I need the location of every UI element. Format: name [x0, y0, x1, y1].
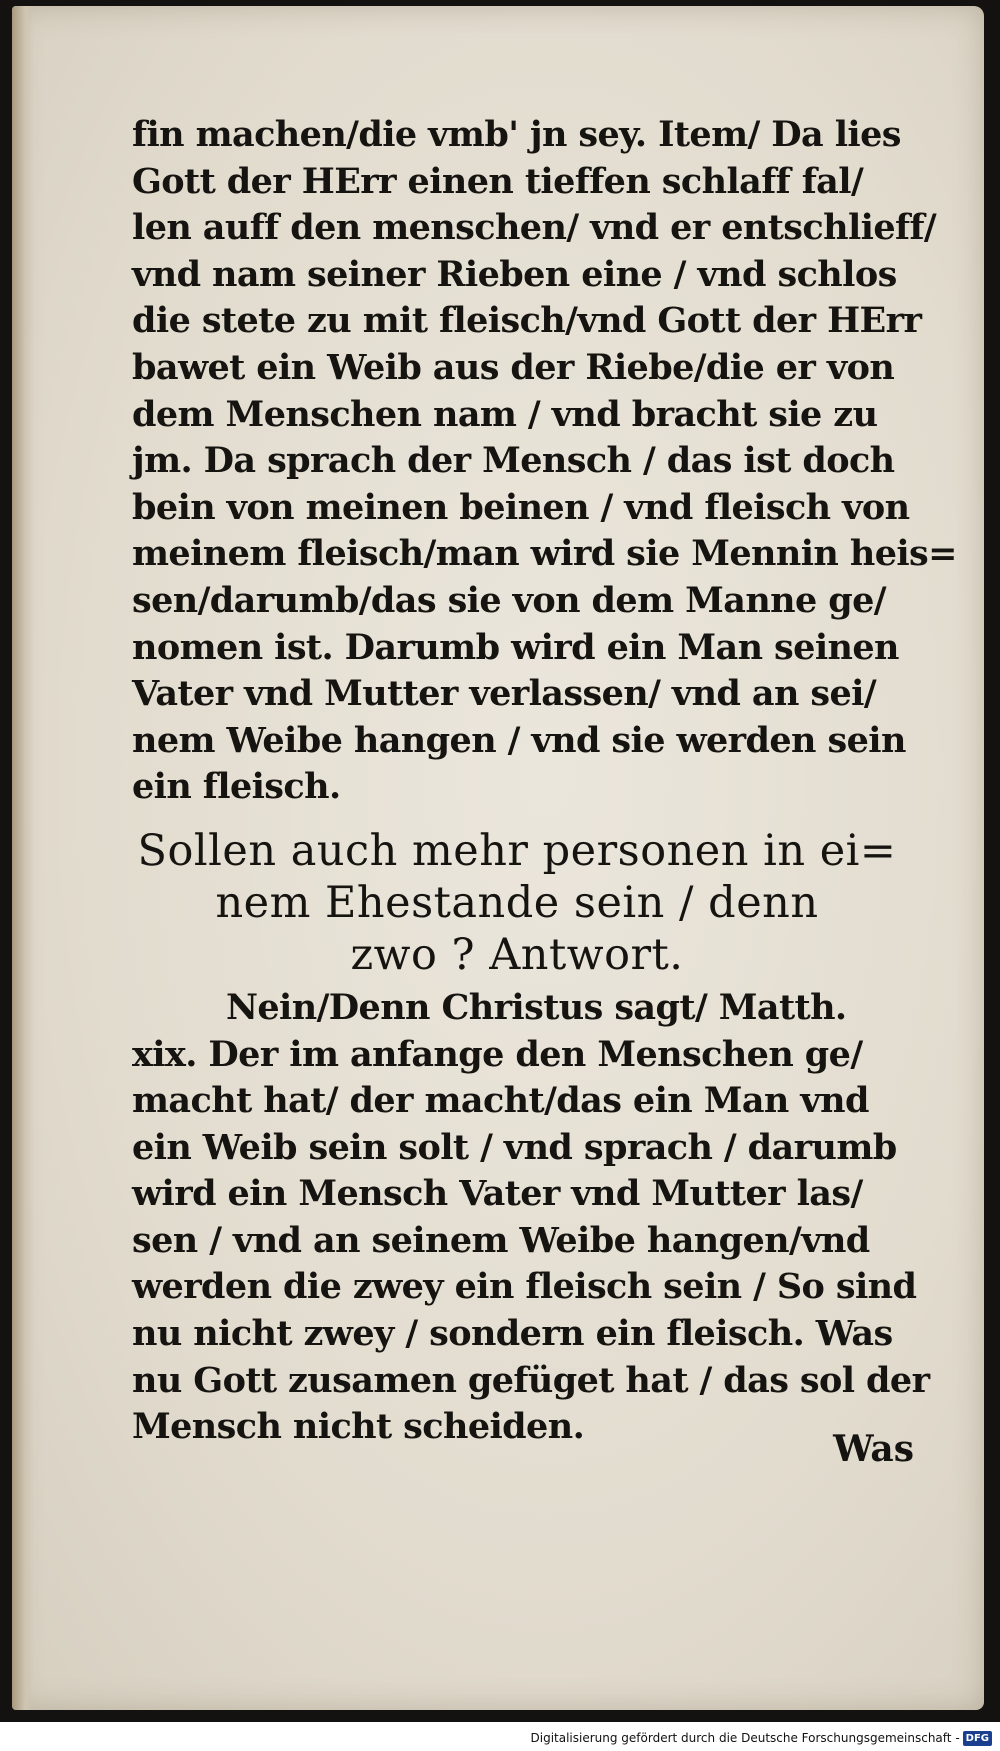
text-line: nem Weibe hangen / vnd sie werden sein — [132, 719, 906, 761]
text-line: vnd nam seiner Rieben eine / vnd schlos — [132, 253, 897, 295]
text-line: xix. Der im anfange den Menschen ge/ — [132, 1033, 863, 1075]
text-line: fin machen/die vmb' jn sey. Item/ Da lies — [132, 114, 901, 155]
heading-line: Sollen auch mehr personen in ei= — [137, 825, 897, 876]
text-line: bawet ein Weib aus der Riebe/die er von — [132, 346, 895, 388]
text-line: ein fleisch. — [132, 766, 341, 808]
page-spine-shadow — [12, 6, 34, 1710]
heading-line: zwo ? Antwort. — [350, 929, 684, 980]
text-line: sen / vnd an seinem Weibe hangen/vnd — [132, 1219, 870, 1261]
catchword: Was — [833, 1428, 914, 1470]
answer-paragraph — [132, 985, 932, 1451]
text-line: nomen ist. Darumb wird ein Man seinen — [132, 626, 899, 668]
text-line: len auff den menschen/ vnd er entschlieff/ — [132, 207, 937, 249]
digitization-footer — [531, 1729, 993, 1747]
text-line: die stete zu mit fleisch/vnd Gott der HErr — [132, 300, 922, 342]
page-text — [132, 112, 957, 1451]
text-line: Gott der HErr einen tieffen schlaff fal/ — [132, 160, 864, 202]
text-line: jm. Da sprach der Mensch / das ist doch — [132, 440, 895, 482]
text-line: Nein/Denn Christus sagt/ Matth. — [226, 986, 847, 1028]
text-line: Mensch nicht scheiden. — [132, 1406, 585, 1448]
text-line: nu nicht zwey / sondern ein fleisch. Was — [132, 1313, 893, 1355]
text-line: ein Weib sein solt / vnd sprach / darumb — [132, 1126, 897, 1168]
text-line: meinem fleisch/man wird sie Mennin heis= — [132, 533, 957, 575]
text-line: Vater vnd Mutter verlassen/ vnd an sei/ — [132, 673, 877, 715]
text-line: bein von meinen beinen / vnd fleisch von — [132, 486, 910, 528]
footer-text: Digitalisierung gefördert durch die Deutsche Forschungsgemeinschaft - — [530, 1731, 960, 1745]
text-line: dem Menschen nam / vnd bracht sie zu — [132, 393, 878, 435]
text-line: werden die zwey ein fleisch sein / So sind — [132, 1266, 917, 1308]
text-line: macht hat/ der macht/das ein Man vnd — [132, 1080, 869, 1122]
dfg-logo-icon: DFG — [963, 1731, 992, 1746]
text-line: wird ein Mensch Vater vnd Mutter las/ — [132, 1173, 863, 1215]
text-line: sen/darumb/das sie von dem Manne ge/ — [132, 579, 886, 621]
heading-line: nem Ehestande sein / denn — [215, 877, 819, 928]
text-line: nu Gott zusamen gefüget hat / das sol der — [132, 1359, 930, 1401]
section-heading — [132, 825, 932, 981]
body-paragraph — [132, 112, 957, 811]
